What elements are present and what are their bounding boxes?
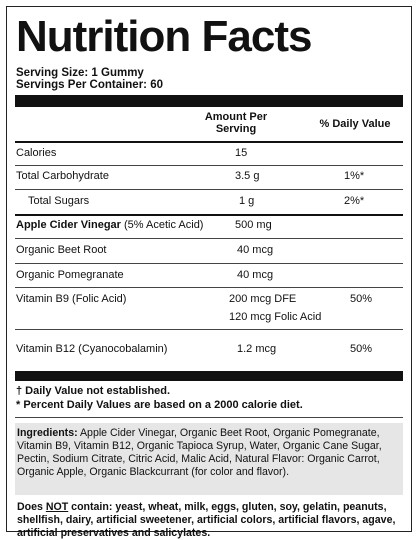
row-divider (15, 189, 403, 190)
does-not-contain-list: contain: yeast, wheat, milk, eggs, gluten, soy, gelatin, peanuts, shellfish, dairy, artificial sweetener, artificial colors, artificial flavors, agave, artificial preservatives and salicylates. (17, 501, 396, 539)
ingredients-list: Apple Cider Vinegar, Organic Beet Root, Organic Pomegranate, Vitamin B9, Vitamin B12, Organic Tapioca Syrup, Water, Organic Cane Sugar, Pectin, Sodium Citrate, Citric Acid, Malic Acid, Natural Flavor: Organic Carrot, Organic Apple, Organic Blackcurrant (for color and flavor). (17, 427, 382, 478)
row-pomegranate-amount: 40 mcg (237, 269, 274, 281)
row-sugars-dv: 2%* (344, 195, 365, 207)
row-divider (15, 329, 403, 330)
row-sugars-name: Total Sugars (28, 195, 90, 207)
row-divider-strong (15, 214, 403, 216)
daily-value-header: % Daily Value (319, 118, 391, 130)
row-carbohydrate-name: Total Carbohydrate (16, 170, 109, 182)
thick-divider-top (15, 95, 403, 107)
row-acv-name-bold: Apple Cider Vinegar (16, 219, 121, 231)
does-not-contain-text (17, 501, 403, 540)
row-carbohydrate-dv: 1%* (344, 170, 365, 182)
row-b12-dv: 50% (350, 343, 373, 355)
row-b9-amount: 200 mcg DFE (229, 293, 297, 305)
row-b9-amount-folic: 120 mcg Folic Acid (229, 311, 322, 323)
row-beet-root-name: Organic Beet Root (16, 244, 107, 256)
row-divider (15, 263, 403, 264)
row-b12-amount: 1.2 mcg (237, 343, 277, 355)
ingredients-divider (15, 417, 403, 418)
amount-per-serving-header: Amount Per Serving (204, 111, 268, 135)
row-carbohydrate-amount: 3.5 g (235, 170, 260, 182)
row-b9-name: Vitamin B9 (Folic Acid) (16, 293, 127, 305)
footnote-daily-values: * Percent Daily Values are based on a 2000 calorie diet. (16, 399, 303, 411)
footnote-dagger: † Daily Value not established. (16, 385, 171, 397)
row-divider (15, 287, 403, 288)
does-prefix: Does (17, 501, 46, 513)
label-title: Nutrition Facts (16, 12, 312, 61)
ingredients-text (17, 427, 401, 479)
header-divider (15, 141, 403, 143)
does-not-emphasis: NOT (45, 501, 69, 513)
nutrition-facts-panel (6, 6, 412, 539)
row-calories-amount: 15 (235, 147, 248, 159)
serving-size: Serving Size: 1 Gummy (16, 67, 144, 79)
row-b12-name: Vitamin B12 (Cyanocobalamin) (16, 343, 168, 355)
thick-divider-bottom (15, 371, 403, 381)
row-sugars-amount: 1 g (239, 195, 255, 207)
row-divider (15, 165, 403, 166)
row-pomegranate-name: Organic Pomegranate (16, 269, 124, 281)
servings-per-container: Servings Per Container: 60 (16, 79, 163, 91)
row-acv-name-detail: (5% Acetic Acid) (120, 219, 204, 231)
row-divider (15, 238, 403, 239)
row-beet-root-amount: 40 mcg (237, 244, 274, 256)
ingredients-label: Ingredients: (17, 427, 78, 439)
row-calories-name: Calories (16, 147, 57, 159)
row-acv-amount: 500 mg (235, 219, 272, 231)
row-b9-dv: 50% (350, 293, 373, 305)
row-acv-name (16, 219, 203, 232)
